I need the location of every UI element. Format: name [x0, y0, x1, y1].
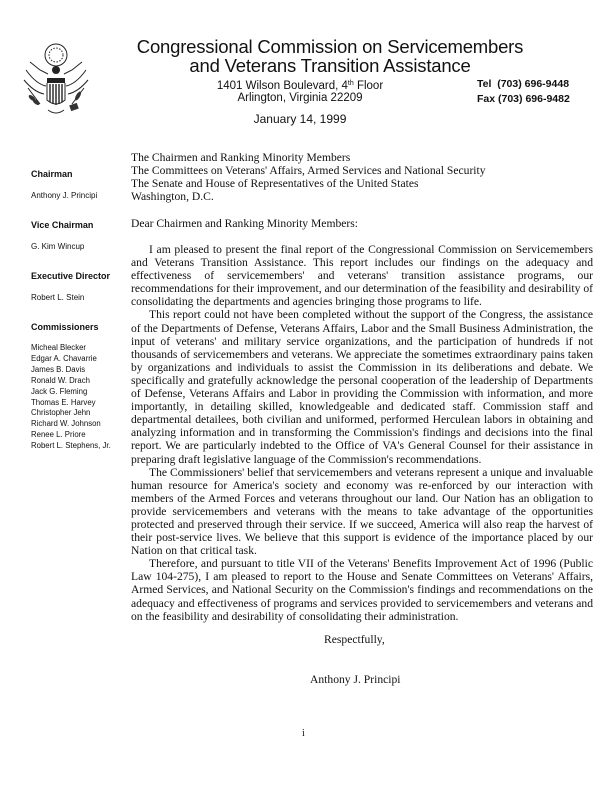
commissioner-name: Christopher Jehn [31, 408, 91, 418]
letterhead-title-line2: and Veterans Transition Assistance [189, 55, 471, 76]
body-paragraph: I am pleased to present the final report of the Congressional Commission on Servicemembers and Veterans Transition Assistance. This report includes our findings on the adequacy and effectiveness of servicemembers' and veterans' transition assistance programs, our recommendations for their improvement, and our determination of the feasibility and desirability of consolidating the departments and agencies bringing those programs to life. [131, 243, 594, 309]
recipient-line: The Committees on Veterans' Affairs, Armed Services and National Security [131, 164, 486, 178]
chairman-name: Anthony J. Principi [31, 191, 98, 200]
recipient-line: The Chairmen and Ranking Minority Members [131, 151, 351, 164]
telephone-number: Tel (703) 696-9448 [477, 78, 570, 90]
great-seal-eagle-icon [20, 40, 92, 118]
ordinal-suffix: th [347, 80, 354, 87]
vice-chairman-heading: Vice Chairman [31, 220, 94, 230]
salutation: Dear Chairmen and Ranking Minority Members: [131, 217, 358, 230]
address-street: 1401 Wilson Boulevard, 4 [216, 80, 348, 92]
letterhead-address-line2: Arlington, Virginia 22209 [237, 92, 363, 104]
recipient-line: The Senate and House of Representatives of the United States [131, 177, 419, 191]
fax-number: Fax (703) 696-9482 [477, 93, 570, 105]
body-paragraph: The Commissioners' belief that servicemembers and veterans represent a unique and invaluable human resource for America's society and economy was re-enforced by our interaction with members of the Armed Forces and veterans throughout our land. Our Nation has an obligation to provide servicemembers and veterans with the means to take advantage of the opportunities protected and preserved through their service. If we succeed, America will also reap the harvest of their post-service lives. We believe that this support is evidence of the importance placed by our Nation on that critical task. [131, 465, 593, 558]
address-floor: Floor [353, 80, 384, 92]
commissioner-name: Edgar A. Chavarrie [31, 353, 97, 363]
commissioner-name: Thomas E. Harvey [31, 397, 96, 407]
letter-body [131, 243, 593, 623]
recipient-line: Washington, D.C. [131, 190, 214, 204]
commissioner-name: Richard W. Johnson [31, 419, 101, 429]
closing: Respectfully, [324, 633, 385, 646]
body-paragraph: This report could not have been completed without the support of the Congress, the assistance of the Departments of Defense, Veterans Affairs, Labor and the Small Business Administration, the input of veterans' and military service organizations, and the participation of hundreds if not thousands of servicemembers and veterans. We appreciate the sometimes extraordinary pains taken by organizations and individuals to assist the Commission in its deliberations and debate. We specifically and gratefully acknowledge the personal cooperation of the leadership of Departments of Defense, Veterans Affairs and Labor in providing the Commission with information, and more importantly, in detailing skilled, knowledgeable and dedicated staff. Commission staff and departmental detailees, both civilian and uniformed, performed Herculean labors in obtaining and analyzing information and in transforming the Commission's findings and decisions into the final report. We are particularly indebted to the Office of VA's General Counsel for their assistance in preparing draft legislative language of the Commission's recommendations. [131, 308, 593, 466]
commissioner-name: Micheal Blecker [31, 343, 87, 352]
commissioner-name: Ronald W. Drach [31, 375, 90, 385]
recipient-address [131, 151, 593, 203]
commissioner-name: Jack G. Fleming [31, 386, 88, 396]
commissioner-name: Renee L. Priore [31, 430, 86, 440]
vice-chairman-name: G. Kim Wincup [31, 242, 85, 251]
letterhead-title-line1: Congressional Commission on Servicemembers [136, 36, 524, 57]
commissioners-list [31, 343, 111, 452]
chairman-heading: Chairman [31, 169, 73, 179]
commissioners-heading: Commissioners [31, 322, 99, 332]
executive-director-name: Robert L. Stein [31, 293, 85, 302]
letter-date: January 14, 1999 [253, 112, 347, 126]
body-paragraph: Therefore, and pursuant to title VII of the Veterans' Benefits Improvement Act of 1996 (Public Law 104-275), I am pleased to report to the House and Senate Committees on Veterans' Affairs, Armed Services, and National Security on the Commission's findings and recommendations on the adequacy and effectiveness of programs and services provided to servicemembers and veterans and on the feasibility and desirability of consolidating their administration. [131, 557, 593, 623]
commissioner-name: James B. Davis [31, 364, 86, 374]
commissioner-name: Robert L. Stephens, Jr. [31, 441, 111, 451]
signer-name: Anthony J. Principi [310, 673, 401, 686]
executive-director-heading: Executive Director [31, 271, 111, 281]
page-number: i [302, 728, 305, 739]
